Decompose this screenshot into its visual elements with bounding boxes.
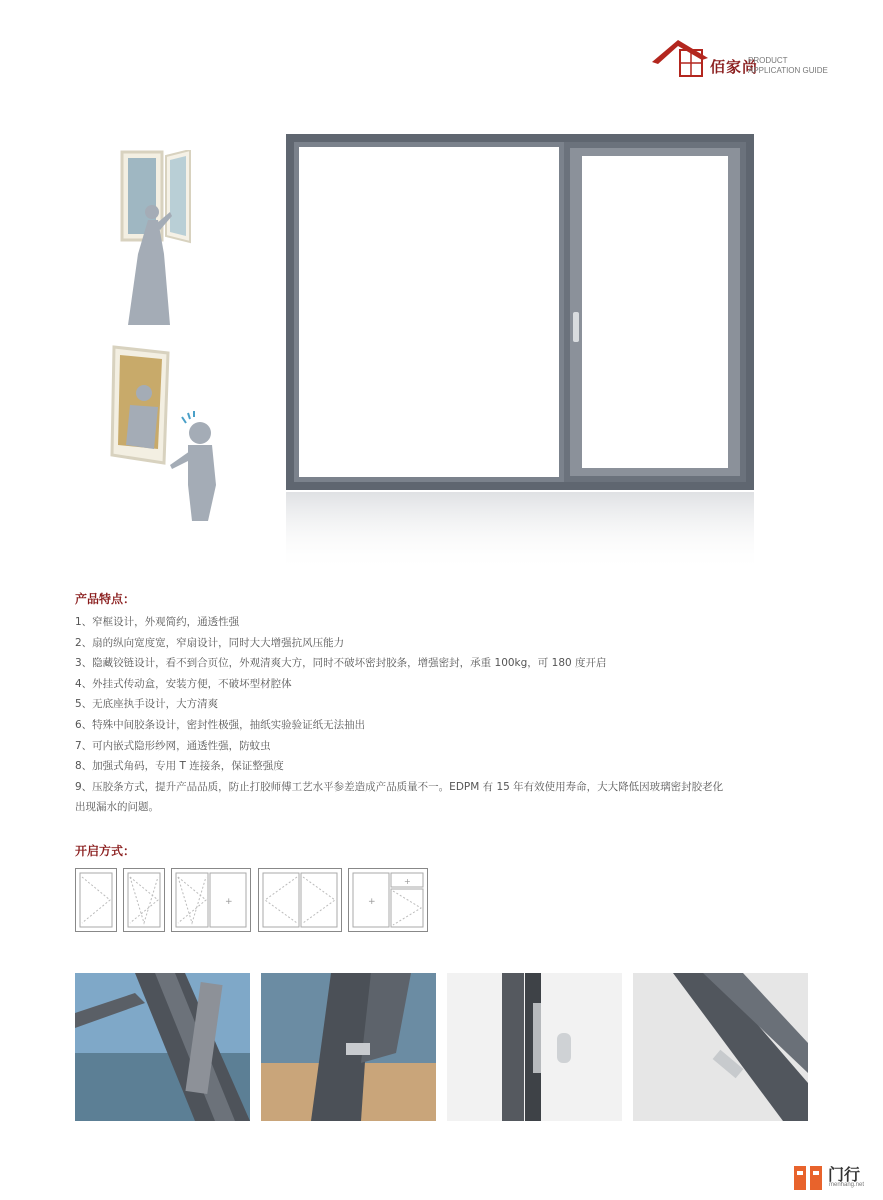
opening-methods-title: 开启方式：: [75, 844, 136, 858]
brand-tagline-line1: PRODUCT: [748, 56, 788, 65]
svg-text:+: +: [404, 877, 411, 886]
footer-logo-text: 门行: [828, 1165, 861, 1184]
opening-diagram-tilt-turn: [123, 868, 165, 932]
svg-text:+: +: [225, 897, 233, 907]
feature-item: 6、特殊中间胶条设计，密封性极强，抽纸实验验证纸无法抽出: [75, 718, 366, 731]
feature-item: 9、压胶条方式，提升产品品质，防止打胶师傅工艺水平参差造成产品质量不一。EDPM 有 15 年有效使用寿命，大大降低因玻璃密封胶老化: [75, 780, 724, 793]
detail-photo-3: [447, 973, 622, 1121]
detail-photo-2: [261, 973, 436, 1121]
feature-item: 4、外挂式传动盒，安装方便，不破坏型材腔体: [75, 677, 292, 690]
window-product-photo: [284, 132, 758, 572]
brand-tagline-line2: APPLICATION GUIDE: [748, 66, 828, 75]
opening-diagram-fixed-with-transom: [348, 868, 428, 932]
feature-item: 2、扇的纵向宽度宽，窄扇设计，同时大大增强抗风压能力: [75, 636, 345, 649]
feature-item: 1、窄框设计，外观简约，通透性强: [75, 616, 240, 628]
feature-item: 出现漏水的问题。: [75, 801, 159, 814]
features-list: [75, 612, 835, 818]
woman-opening-window-illustration: [108, 150, 198, 330]
detail-photo-4: [633, 973, 808, 1121]
brand-name: 佰家尚: [710, 58, 759, 76]
brand-tagline: [748, 56, 828, 76]
detail-photo-1: [75, 973, 250, 1121]
footer-logo-url: menhang.net: [829, 1182, 865, 1188]
menhang-logo-icon: [792, 1162, 824, 1192]
feature-item: 8、加强式角码，专用 T 连接条，保证整强度: [75, 760, 284, 773]
opening-diagram-casement: [75, 868, 117, 932]
child-tilt-window-illustration: [108, 345, 233, 525]
opening-diagram-tilt-turn-fixed: [171, 868, 251, 932]
window-handle-icon: [573, 312, 579, 342]
feature-item: 3、隐藏铰链设计，看不到合页位，外观清爽大方，同时不破坏密封胶条，增强密封，承重 100kg，可 180 度开启: [75, 657, 607, 670]
features-title: 产品特点：: [75, 592, 136, 606]
brand-logo: [650, 34, 850, 84]
svg-text:+: +: [368, 897, 376, 907]
footer-logo: [792, 1160, 877, 1194]
house-logo-icon: [650, 34, 710, 80]
feature-item: 7、可内嵌式隐形纱网，通透性强，防蚊虫: [75, 739, 271, 752]
feature-item: 5、无底座执手设计，大方清爽: [75, 698, 219, 711]
opening-diagram-double-casement: [258, 868, 342, 932]
